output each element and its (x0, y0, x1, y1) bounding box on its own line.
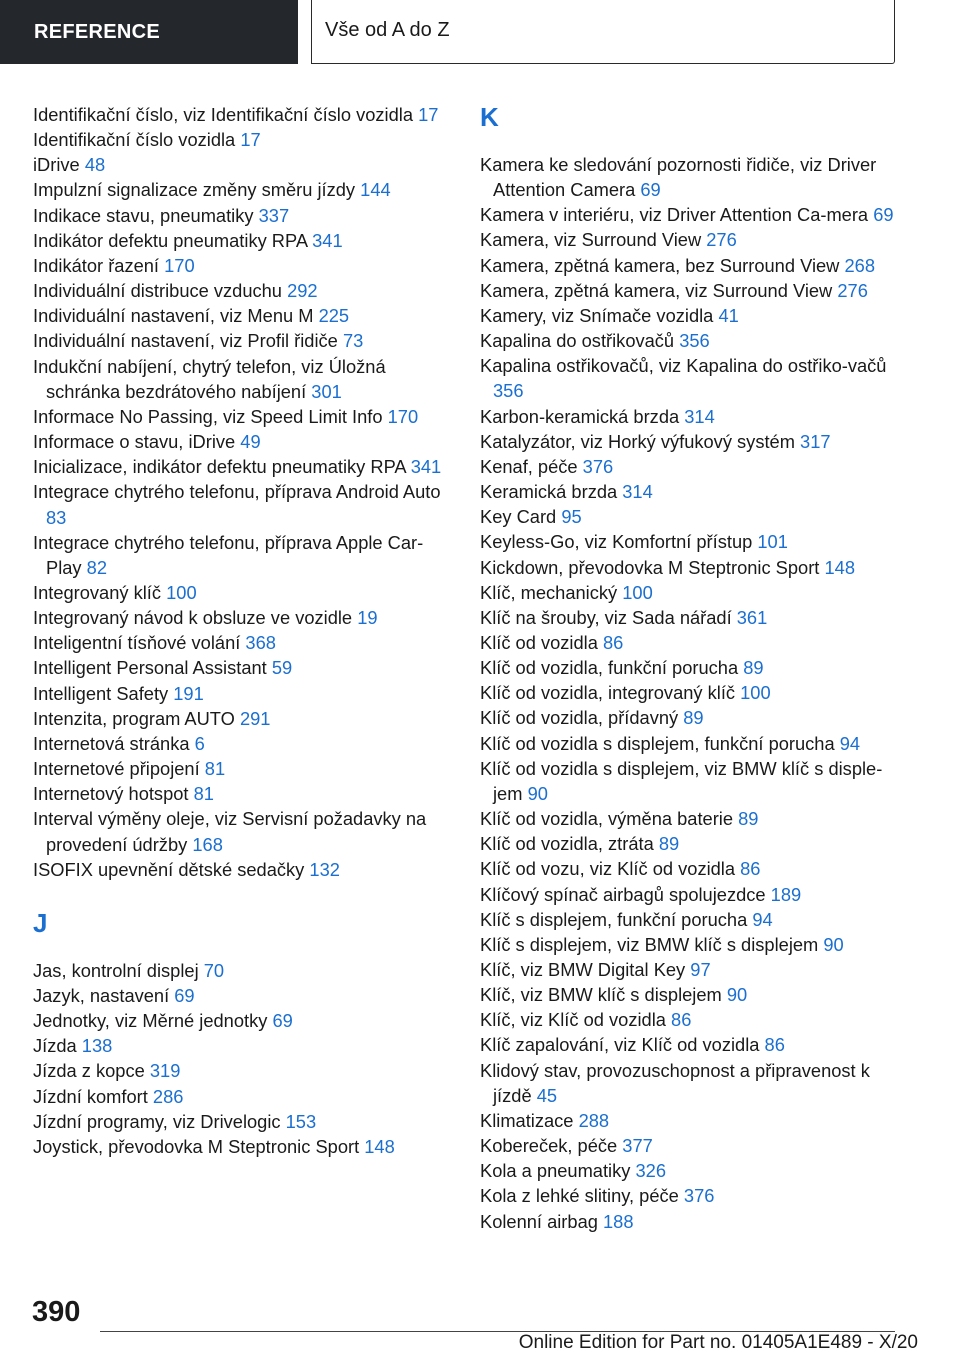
entry-text: Klíč od vozidla, integrovaný klíč (480, 682, 736, 704)
page-link[interactable]: 49 (240, 431, 261, 453)
page-link[interactable]: 341 (410, 456, 442, 478)
entry-text: Klíč, viz BMW Digital Key (480, 959, 686, 980)
entry-text: Individuální nastavení, viz Menu M (33, 305, 314, 327)
index-entry (480, 529, 900, 554)
page-link[interactable]: 101 (757, 531, 788, 553)
page-link[interactable]: 276 (706, 229, 737, 251)
page-link[interactable]: 100 (740, 682, 771, 704)
page-link[interactable]: 148 (824, 556, 855, 578)
entry-text: Klíč, mechanický (480, 581, 618, 603)
page-link[interactable]: 94 (839, 732, 861, 754)
index-entry (33, 731, 443, 756)
entry-text: Intelligent Personal Assistant (33, 657, 267, 679)
entry-text: Intenzita, program AUTO (33, 707, 235, 729)
page-link[interactable]: 170 (164, 254, 195, 276)
page-link[interactable]: 337 (258, 204, 290, 226)
entry-text: iDrive (33, 154, 80, 176)
index-entry (480, 479, 900, 504)
index-entry (480, 957, 900, 982)
page-link[interactable]: 276 (837, 279, 868, 301)
entry-text: Kamery, viz Snímače vozidla (480, 304, 714, 326)
index-entry (480, 1032, 900, 1057)
index-entry (480, 1158, 900, 1183)
entry-text: Indikátor defektu pneumatiky RPA (33, 229, 308, 251)
index-entry (480, 856, 900, 881)
entry-text: Klíč od vozidla s displejem, viz BMW klíč s disple-jem (480, 757, 883, 804)
entry-text: Joystick, převodovka M Steptronic Sport (33, 1135, 360, 1157)
index-entry (480, 756, 900, 806)
page-link[interactable]: 286 (152, 1085, 184, 1107)
entry-text: Klíč od vozidla, výměna baterie (480, 808, 734, 830)
entry-text: Klimatizace (480, 1109, 574, 1131)
page-link[interactable]: 314 (622, 481, 653, 503)
index-entry (33, 655, 443, 680)
page-link[interactable]: 376 (582, 455, 614, 477)
entry-text: Kamera, zpětná kamera, viz Surround View (480, 279, 833, 301)
index-entry (33, 429, 443, 454)
page-link[interactable]: 341 (312, 229, 343, 251)
entry-text: Internetový hotspot (33, 783, 189, 805)
entry-text: Klíč s displejem, viz BMW klíč s displejem (480, 933, 819, 955)
page-link[interactable]: 368 (245, 632, 276, 654)
index-entry (480, 227, 900, 252)
index-entry (480, 982, 900, 1007)
entry-text: Individuální nastavení, viz Profil řidiče (33, 330, 338, 352)
index-entry (480, 1183, 900, 1208)
index-entry (33, 1033, 443, 1058)
index-entry (480, 1007, 900, 1032)
section-letter: J (33, 907, 48, 938)
index-column-right (480, 102, 900, 1234)
index-entry (33, 479, 443, 529)
page-link[interactable]: 86 (602, 631, 624, 653)
index-entry (33, 983, 443, 1008)
entry-text: Karbon-keramická brzda (480, 405, 680, 427)
entry-text: Integrace chytrého telefonu, příprava Apple Car-Play (33, 531, 424, 578)
index-entry (480, 882, 900, 907)
index-entry (33, 328, 443, 353)
page-link[interactable]: 17 (240, 129, 261, 151)
index-entry (33, 706, 443, 731)
page-link[interactable]: 86 (740, 858, 761, 880)
edition-note: Online Edition for Part no. 01405A1E489 - X/20 (518, 1332, 918, 1353)
index-entry (480, 580, 900, 605)
entry-text: Keyless-Go, viz Komfortní přístup (480, 531, 753, 553)
index-entry (33, 958, 443, 983)
page-link[interactable]: 41 (718, 304, 739, 326)
entry-text: ISOFIX upevnění dětské sedačky (33, 858, 305, 880)
index-entry (480, 630, 900, 655)
index-entry (33, 152, 443, 177)
index-entry (480, 328, 900, 353)
index-entry (480, 253, 900, 278)
index-entry (480, 605, 900, 630)
page-link[interactable]: 144 (360, 179, 391, 201)
page-header (0, 0, 960, 66)
page-link[interactable]: 97 (690, 959, 711, 980)
chapter-title: Vše od A do Z (311, 0, 895, 64)
index-entry (33, 303, 443, 328)
page-link[interactable]: 168 (192, 833, 223, 855)
index-entry (33, 127, 443, 152)
page-link[interactable]: 89 (738, 808, 759, 830)
entry-text: Klíč na šrouby, viz Sada nářadí (480, 606, 732, 628)
entry-text: Informace o stavu, iDrive (33, 431, 236, 453)
index-entry (480, 655, 900, 680)
entry-text: Klíč s displejem, funkční porucha (480, 908, 748, 930)
entry-text: Keramická brzda (480, 481, 618, 503)
page-link[interactable]: 326 (635, 1160, 667, 1182)
page-link[interactable]: 69 (174, 985, 195, 1006)
entry-text: Kamera v interiéru, viz Driver Attention Ca-mera (480, 204, 869, 226)
index-entry (33, 454, 443, 479)
index-entry (33, 681, 443, 706)
index-section (33, 908, 443, 1159)
page-link[interactable]: 81 (204, 758, 226, 780)
page-link[interactable]: 69 (640, 179, 661, 201)
page-link[interactable]: 6 (194, 732, 205, 754)
index-entry (480, 1108, 900, 1133)
entry-text: Kickdown, převodovka M Steptronic Sport (480, 556, 820, 578)
entry-text: Individuální distribuce vzduchu (33, 280, 282, 302)
index-entry (33, 1058, 443, 1083)
entry-text: Jas, kontrolní displej (33, 959, 199, 981)
page-link[interactable]: 361 (736, 606, 768, 628)
page-link[interactable]: 319 (149, 1060, 181, 1082)
index-entry (480, 555, 900, 580)
page-link[interactable]: 59 (271, 657, 293, 679)
entry-text: Kola a pneumatiky (480, 1160, 631, 1182)
entry-text: Identifikační číslo, viz Identifikační číslo vozidla (33, 104, 414, 125)
entry-text: Klíč od vozidla (480, 631, 598, 653)
page-link[interactable]: 86 (671, 1009, 692, 1031)
index-entry (480, 680, 900, 705)
page-link[interactable]: 148 (364, 1135, 395, 1157)
entry-text: Impulzní signalizace změny směru jízdy (33, 179, 356, 201)
index-entry (480, 932, 900, 957)
index-entry (480, 404, 900, 429)
page-link[interactable]: 45 (536, 1084, 558, 1106)
page-link[interactable]: 90 (823, 933, 844, 955)
page-link[interactable]: 132 (309, 858, 340, 880)
entry-text: Klidový stav, provozuschopnost a připravenost k jízdě (480, 1059, 870, 1106)
index-entry (480, 454, 900, 479)
index-entry (33, 102, 443, 127)
page-link[interactable]: 69 (272, 1010, 293, 1032)
index-entry (33, 1084, 443, 1109)
index-entry (33, 203, 443, 228)
index-entry (33, 630, 443, 655)
entry-text: Indukční nabíjení, chytrý telefon, viz Úložná schránka bezdrátového nabíjení (33, 355, 386, 402)
index-entry (480, 705, 900, 730)
entry-text: Informace No Passing, viz Speed Limit Info (33, 405, 383, 427)
entry-text: Katalyzátor, viz Horký výfukový systém (480, 430, 795, 452)
index-entry (33, 278, 443, 303)
index-entry (33, 781, 443, 806)
entry-text: Kamera, viz Surround View (480, 229, 702, 251)
page-link[interactable]: 377 (622, 1135, 653, 1157)
index-entry (480, 831, 900, 856)
entry-text: Klíč zapalování, viz Klíč od vozidla (480, 1034, 760, 1056)
index-entry (480, 1209, 900, 1234)
index-entry (33, 1134, 443, 1159)
entry-text: Klíč od vozidla, funkční porucha (480, 657, 739, 679)
page-link[interactable]: 356 (493, 380, 524, 402)
page-link[interactable]: 188 (603, 1210, 634, 1232)
entry-text: Klíč, viz Klíč od vozidla (480, 1009, 666, 1031)
index-entry (33, 1008, 443, 1033)
page-link[interactable]: 317 (800, 430, 831, 452)
index-entry (480, 504, 900, 529)
page-link[interactable]: 73 (342, 330, 364, 352)
entry-text: Jednotky, viz Měrné jednotky (33, 1010, 268, 1032)
entry-text: Integrace chytrého telefonu, příprava Android Auto (33, 481, 441, 503)
entry-text: Jízdní komfort (33, 1085, 148, 1107)
page-link[interactable]: 301 (311, 380, 342, 402)
entry-text: Indikace stavu, pneumatiky (33, 204, 254, 226)
section-label: REFERENCE (0, 0, 298, 64)
page-link[interactable]: 83 (46, 506, 67, 528)
page-link[interactable]: 69 (873, 204, 894, 226)
entry-text: Kapalina ostřikovačů, viz Kapalina do ostřiko-vačů (480, 355, 887, 377)
page-link[interactable]: 86 (764, 1034, 785, 1056)
page-link[interactable]: 90 (527, 782, 548, 804)
page-link[interactable]: 138 (81, 1035, 113, 1057)
index-entry (33, 1109, 443, 1134)
index-entry (480, 303, 900, 328)
index-entry (33, 806, 443, 856)
index-entry (33, 756, 443, 781)
page-link[interactable]: 81 (193, 783, 214, 805)
page-link[interactable]: 191 (173, 682, 204, 704)
page-link[interactable]: 19 (357, 607, 378, 629)
entry-text: Jízda z kopce (33, 1060, 145, 1082)
page-link[interactable]: 356 (679, 330, 710, 352)
entry-text: Inicializace, indikátor defektu pneumatiky RPA (33, 456, 406, 478)
index-entry (33, 177, 443, 202)
page-link[interactable]: 100 (622, 581, 653, 603)
entry-text: Kobereček, péče (480, 1135, 618, 1157)
index-entry (33, 605, 443, 630)
entry-text: Klíčový spínač airbagů spolujezdce (480, 883, 766, 905)
page-link[interactable]: 225 (318, 305, 350, 327)
entry-text: Integrovaný návod k obsluze ve vozidle (33, 607, 353, 629)
page-link[interactable]: 82 (86, 556, 108, 578)
entry-text: Inteligentní tísňové volání (33, 632, 241, 654)
index-entry (33, 404, 443, 429)
page-link[interactable]: 70 (203, 959, 225, 981)
page-link[interactable]: 288 (578, 1109, 610, 1131)
page-number: 390 (32, 1296, 81, 1328)
page-link[interactable]: 95 (561, 506, 582, 528)
index-entry (480, 353, 900, 403)
entry-text: Kolenní airbag (480, 1210, 598, 1232)
entry-text: Kenaf, péče (480, 455, 578, 477)
page-link[interactable]: 376 (683, 1185, 715, 1207)
entry-text: Interval výměny oleje, viz Servisní požadavky na provedení údržby (33, 808, 427, 855)
entry-text: Klíč, viz BMW klíč s displejem (480, 984, 722, 1006)
page-link[interactable]: 94 (752, 908, 773, 930)
entry-text: Integrovaný klíč (33, 581, 162, 603)
entry-text: Key Card (480, 506, 557, 528)
entry-text: Klíč od vozu, viz Klíč od vozidla (480, 858, 736, 880)
page-link[interactable]: 170 (387, 405, 419, 427)
index-section (33, 102, 443, 882)
section-letter: K (480, 102, 499, 132)
index-entry (480, 278, 900, 303)
entry-text: Jízdní programy, viz Drivelogic (33, 1110, 281, 1132)
index-entry (33, 580, 443, 605)
entry-text: Kamera ke sledování pozornosti řidiče, viz Driver Attention Camera (480, 154, 877, 201)
index-entry (480, 907, 900, 932)
page-link[interactable]: 89 (658, 833, 680, 855)
page-link[interactable]: 17 (418, 104, 439, 125)
entry-text: Internetové připojení (33, 758, 200, 780)
index-entry (480, 429, 900, 454)
entry-text: Intelligent Safety (33, 682, 169, 704)
entry-text: Klíč od vozidla s displejem, funkční porucha (480, 732, 835, 754)
index-entry (480, 731, 900, 756)
entry-text: Klíč od vozidla, přídavný (480, 707, 679, 729)
page-link[interactable]: 189 (770, 883, 802, 905)
page-link[interactable]: 153 (285, 1110, 317, 1132)
page-link[interactable]: 268 (844, 254, 875, 276)
page-link[interactable]: 314 (684, 405, 715, 427)
index-entry (480, 806, 900, 831)
entry-text: Indikátor řazení (33, 254, 160, 276)
index-entry (480, 1133, 900, 1158)
index-column-left (33, 102, 443, 1159)
entry-text: Klíč od vozidla, ztráta (480, 833, 654, 855)
entry-text: Identifikační číslo vozidla (33, 129, 236, 151)
index-entry (33, 857, 443, 882)
page-link[interactable]: 89 (743, 657, 764, 679)
index-entry (480, 1058, 900, 1108)
index-entry (33, 530, 443, 580)
page-link[interactable]: 100 (166, 581, 197, 603)
index-entry (480, 202, 900, 227)
index-entry (33, 253, 443, 278)
index-section (480, 102, 900, 1234)
page-link[interactable]: 48 (84, 154, 106, 176)
entry-text: Kola z lehké slitiny, péče (480, 1185, 679, 1207)
page-link[interactable]: 292 (287, 280, 318, 302)
entry-text: Internetová stránka (33, 732, 190, 754)
entry-text: Kapalina do ostřikovačů (480, 330, 675, 352)
page-link[interactable]: 90 (726, 984, 748, 1006)
entry-text: Jazyk, nastavení (33, 985, 170, 1006)
index-entry (33, 228, 443, 253)
entry-text: Kamera, zpětná kamera, bez Surround View (480, 254, 840, 276)
index-entry (33, 354, 443, 404)
entry-text: Jízda (33, 1035, 77, 1057)
page-link[interactable]: 291 (239, 707, 271, 729)
page-link[interactable]: 89 (683, 707, 704, 729)
index-entry (480, 152, 900, 202)
